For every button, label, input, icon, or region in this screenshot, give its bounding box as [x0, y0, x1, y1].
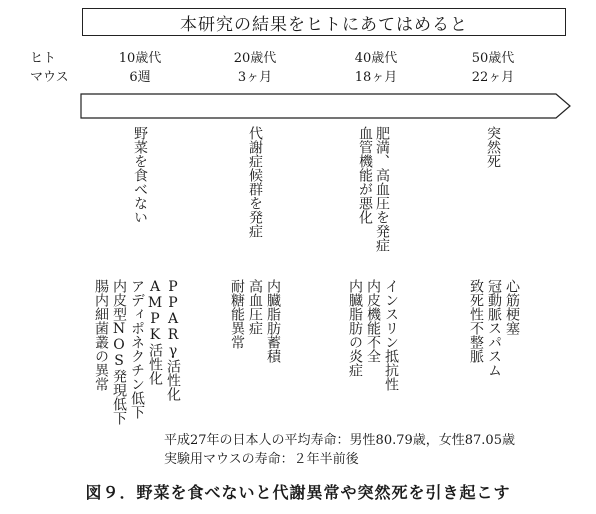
mechanism-1-line-1: PPARγ活性化 [165, 279, 181, 401]
mechanism-2-line-1: 内臓脂肪蓄積 [265, 279, 281, 363]
mechanism-3-line-1: インスリン抵抗性 [383, 279, 399, 391]
phenotype-2-line-1: 代謝症候群を発症 [247, 126, 263, 238]
mechanism-1-line-2: AMPK活性化 [147, 279, 163, 385]
mechanism-4-line-1: 心筋梗塞 [504, 279, 520, 335]
phenotype-1-line-1: 野菜を食べない [132, 126, 148, 224]
phenotype-3-line-1: 肥満、高血圧を発症 [374, 126, 390, 252]
mechanism-3-line-2: 内皮機能不全 [365, 279, 381, 363]
mechanism-1-line-3: アディポネクチン低下 [129, 279, 145, 419]
figure-caption: 図９．野菜を食べないと代謝異常や突然死を引き起こす [85, 483, 511, 502]
mechanism-4-line-2: 冠動脈スパスム [486, 279, 502, 377]
species-label-mouse: マウス [30, 70, 69, 85]
mouse-age-3: 18ヶ月 [354, 70, 398, 85]
mouse-age-4: 22ヶ月 [471, 70, 515, 85]
note-mouse-lifespan: 実験用マウスの寿命：２年半前後 [164, 452, 359, 467]
timeline-arrow [80, 93, 572, 119]
phenotype-4-line-1: 突然死 [485, 126, 501, 168]
mechanism-2-line-2: 高血圧症 [247, 279, 263, 335]
mechanism-4-line-3: 致死性不整脈 [468, 279, 484, 363]
mechanism-2-line-3: 耐糖能異常 [229, 279, 245, 349]
human-age-1: 10歳代 [118, 51, 162, 66]
phenotype-3-line-2: 血管機能が悪化 [357, 126, 373, 224]
mechanism-3-line-3: 内臓脂肪の炎症 [347, 279, 363, 377]
species-label-human: ヒト [30, 51, 57, 66]
notes [164, 431, 515, 469]
figure-title: 本研究の結果をヒトにあてはめると [180, 14, 468, 35]
mouse-age-2: 3ヶ月 [237, 70, 273, 85]
human-age-2: 20歳代 [233, 51, 277, 66]
human-age-4: 50歳代 [471, 51, 515, 66]
human-age-3: 40歳代 [354, 51, 398, 66]
note-life-expectancy: 平成27年の日本人の平均寿命：男性80.79歳，女性87.05歳 [164, 433, 515, 448]
title-box [82, 8, 566, 36]
mechanism-1-line-5: 腸内細菌叢の異常 [93, 279, 109, 391]
mouse-age-1: 6週 [129, 70, 151, 85]
mechanism-1-line-4: 内皮型NOS発現低下 [111, 279, 127, 425]
